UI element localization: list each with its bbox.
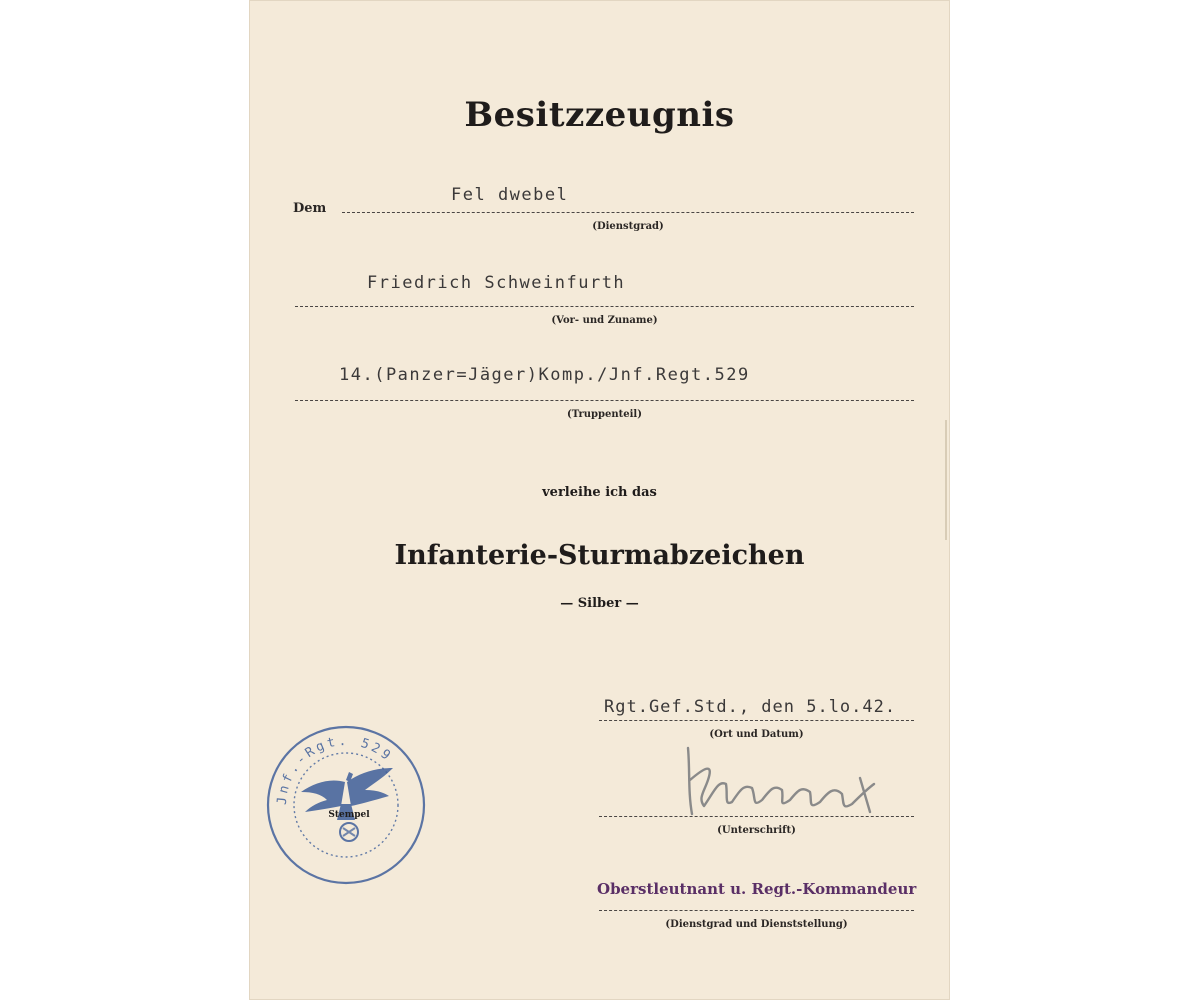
seal-center-label: Stempel	[328, 810, 370, 820]
name-dotted-line	[295, 306, 914, 307]
regimental-seal-stamp	[261, 720, 431, 890]
unit-dotted-line	[295, 400, 914, 401]
dem-label: Dem	[293, 201, 327, 216]
seal-ring-text: Jnf.-Rgt. 529	[274, 733, 396, 806]
paper-fold-mark	[945, 420, 947, 540]
rank-value: Fel dwebel	[451, 185, 569, 205]
unit-caption: (Truppenteil)	[567, 409, 642, 420]
name-caption: (Vor- und Zuname)	[551, 315, 658, 326]
award-grade: — Silber —	[560, 596, 639, 611]
rank-caption: (Dienstgrad)	[592, 221, 664, 232]
signature-caption: (Unterschrift)	[717, 825, 796, 836]
place-date-caption: (Ort und Datum)	[709, 729, 804, 740]
rank-dotted-line	[342, 212, 914, 213]
signer-title-dotted-line	[599, 910, 914, 911]
award-title: Infanterie-Sturmabzeichen	[394, 540, 805, 571]
signature-dotted-line	[599, 816, 914, 817]
verleihe-text: verleihe ich das	[542, 485, 657, 500]
place-date-value: Rgt.Gef.Std., den 5.lo.42.	[604, 697, 897, 717]
handwritten-signature	[674, 740, 894, 820]
signer-title-caption: (Dienstgrad und Dienststellung)	[665, 919, 848, 930]
certificate-sheet	[249, 0, 950, 1000]
place-date-dotted-line	[599, 720, 914, 721]
document-title: Besitzzeugnis	[464, 95, 735, 135]
signer-title-stamp: Oberstleutnant u. Regt.-Kommandeur	[597, 880, 917, 898]
name-value: Friedrich Schweinfurth	[367, 273, 626, 293]
unit-value: 14.(Panzer=Jäger)Komp./Jnf.Regt.529	[339, 365, 750, 385]
